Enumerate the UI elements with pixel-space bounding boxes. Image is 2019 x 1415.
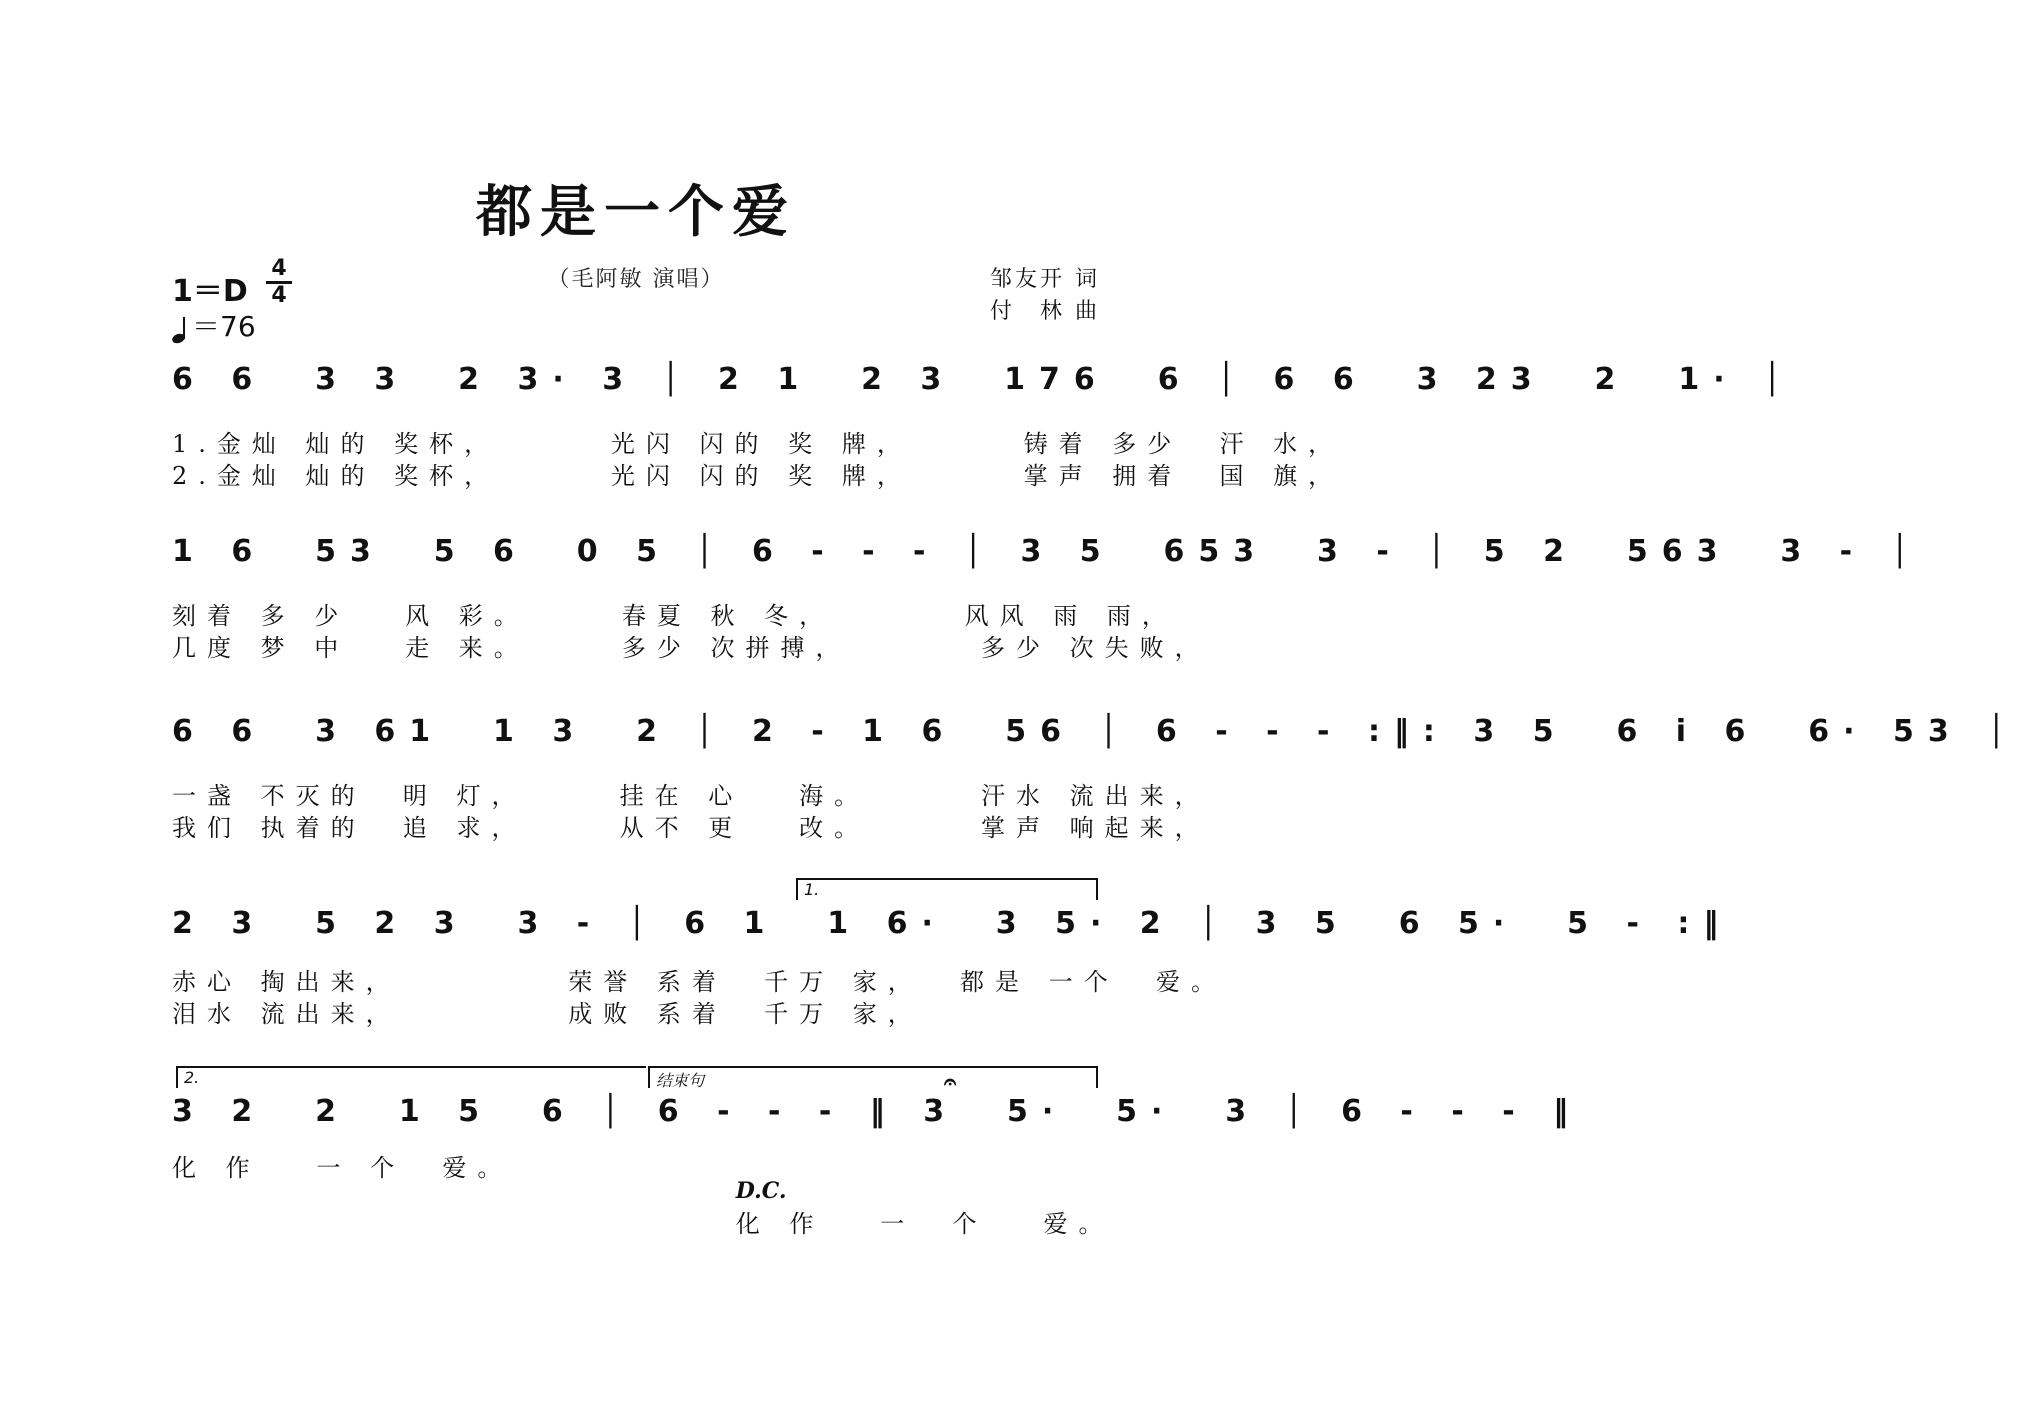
time-bottom: 4 [271, 283, 287, 308]
lyric-verse-1: 1.金灿 灿的 奖杯， 光闪 闪的 奖 牌， 铸着 多少 汗 水， [172, 430, 1344, 458]
notation-line: 6 6 3 3 2 3· 3 │ 2 1 2 3 176 6 │ 6 6 3 23 2 1· │ [172, 362, 1796, 397]
second-ending-bracket [176, 1066, 646, 1088]
lyric-ending [624, 1148, 1114, 1267]
lyric-verse-1: 刻着 多 少 风 彩。 春夏 秋 冬， 风风 雨 雨， [172, 602, 1177, 630]
ending-label: 结束句 [656, 1071, 705, 1090]
volta-label: 1. [804, 880, 820, 899]
lyric-verse-2: 我们 执着的 追 求， 从不 更 改。 掌声 响起来， [172, 814, 1210, 842]
volta-label: 2. [184, 1068, 200, 1087]
tempo-mark [172, 305, 256, 345]
notation-line: 2 3 5 2 3 3 - │ 6 1 1 6· 3 5· 2 │ 3 5 6 5· 5 - :‖ [172, 906, 1733, 941]
lyric-ending-text: 化 作 一 个 爱。 [735, 1210, 1114, 1238]
notation-line: 3 2 2 1 5 6 │ 6 - - - ‖ 3 5· 5· 3 │ 6 - - - ‖ [172, 1094, 1583, 1129]
tempo-value: ＝76 [192, 310, 256, 343]
time-signature [266, 258, 292, 307]
lyric-verse-2: 泪水 流出来， 成败 系着 千万 家， [172, 1000, 923, 1028]
ending-section-bracket [648, 1066, 1098, 1088]
notation-line: 1 6 53 5 6 0 5 │ 6 - - - │ 3 5 653 3 - │ 5 2 563 3 - │ [172, 534, 1923, 569]
fermata-icon: 𝄐 [944, 1070, 957, 1095]
lyric-verse-1: 赤心 掏出来， 荣誉 系着 千万 家， 都是 一个 爱。 [172, 968, 1226, 996]
notation-line: 6 6 3 61 1 3 2 │ 2 - 1 6 56 │ 6 - - - :‖: 3 5 6 i 6 6· 53 │ [172, 714, 2019, 749]
lyric-verse-2: 几度 梦 中 走 来。 多少 次拼搏， 多少 次失败， [172, 634, 1210, 662]
first-ending-bracket [796, 878, 1098, 900]
time-top: 4 [271, 256, 287, 281]
lyric-verse-1: 一盏 不灭的 明 灯， 挂在 心 海。 汗水 流出来， [172, 782, 1210, 810]
quarter-note-icon [172, 317, 188, 345]
lyricist-credit: 邹友开 词 [990, 267, 1100, 292]
key-signature: 1＝D [172, 274, 248, 309]
song-title: 都是一个爱 [476, 179, 796, 245]
composer-credit: 付 林 曲 [990, 299, 1100, 324]
lyric-verse-2: 2.金灿 灿的 奖杯， 光闪 闪的 奖 牌， 掌声 拥着 国 旗， [172, 462, 1344, 490]
lyric-verse-1: 化 作 一 个 爱。 [172, 1154, 513, 1182]
da-capo-mark: D.C. [735, 1178, 787, 1204]
performer-note: （毛阿敏 演唱） [547, 267, 725, 292]
